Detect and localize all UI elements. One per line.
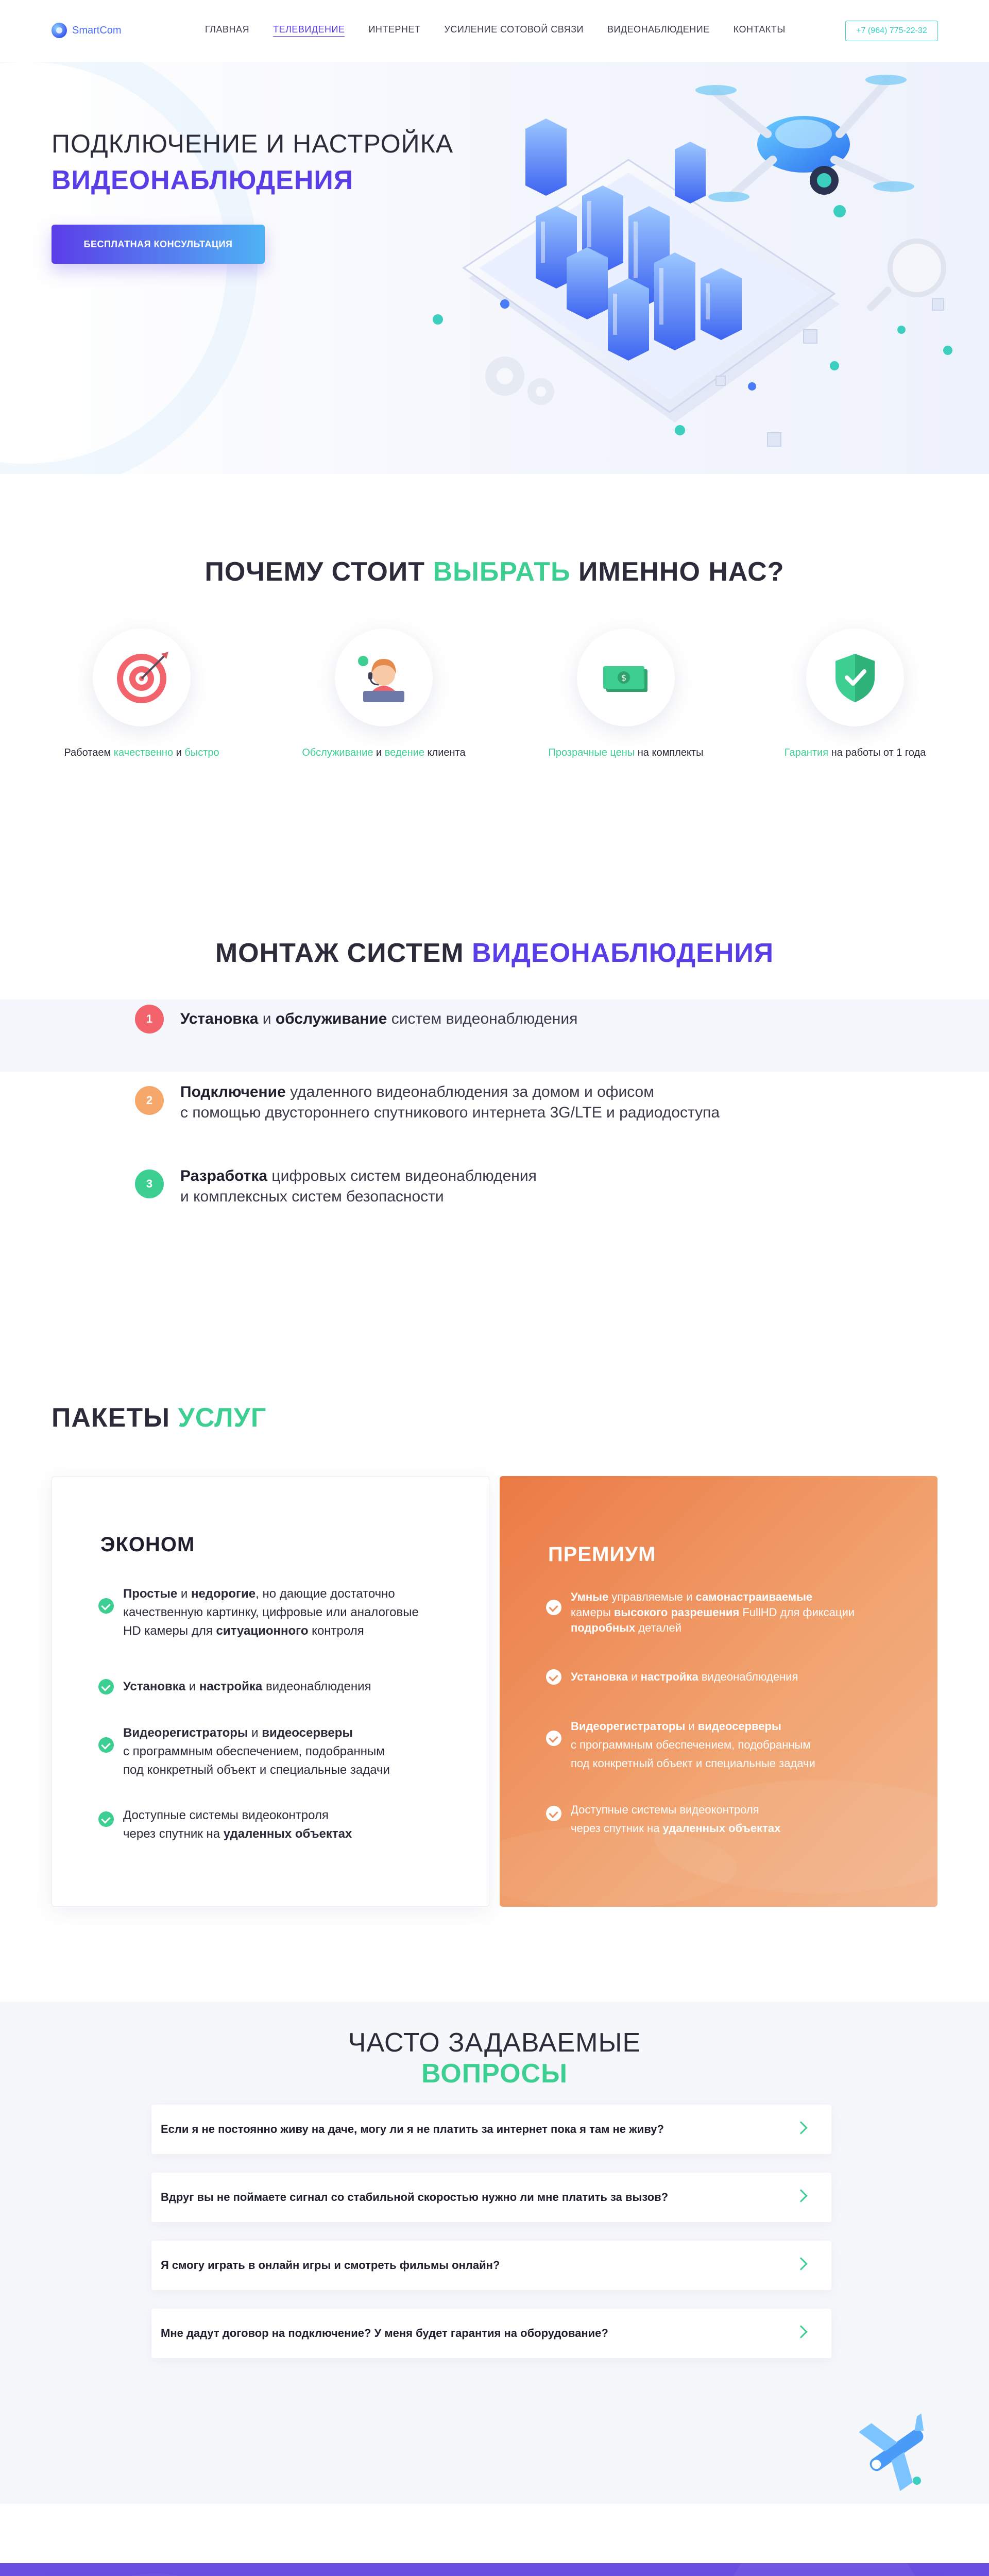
plane-illustration [845,2403,948,2496]
check-icon [98,1598,114,1614]
shield-check-icon [824,647,886,708]
step-text: Установка и обслуживание систем видеонаблюдения [180,1010,578,1027]
phone-button[interactable]: +7 (964) 775-22-32 [845,21,938,41]
hero-title-line2: ВИДЕОНАБЛЮДЕНИЯ [52,165,354,195]
installation-title: МОНТАЖ СИСТЕМ ВИДЕОНАБЛЮДЕНИЯ [215,938,774,968]
hero-title-line1: ПОДКЛЮЧЕНИЕ И НАСТРОЙКА [52,129,454,158]
check-icon [546,1600,561,1615]
why-item-warranty: Гарантия на работы от 1 года [747,629,963,759]
faq-item[interactable] [151,2309,831,2358]
check-icon [546,1731,561,1746]
faq-title-line1: ЧАСТО ЗАДАВАЕМЫЕ [348,2028,641,2058]
faq-question: Вдруг вы не поймаете сигнал со стабильной скоростью нужно ли мне платить за вызов? [161,2191,669,2204]
support-operator-icon [353,647,415,708]
why-item-prices: $ Прозрачные цены на комплекты [518,629,734,759]
check-icon [546,1669,561,1685]
why-item-quality: Работаем качественно и быстро [33,629,250,759]
nav-cellular-boost[interactable]: УСИЛЕНИЕ СОТОВОЙ СВЯЗИ [444,24,584,35]
faq-question: Мне дадут договор на подключение? У меня будет гарантия на оборудование? [161,2327,608,2340]
package-feature: Установка и настройка видеонаблюдения [546,1668,896,1686]
hero-section [0,62,989,474]
package-title: ПРЕМИУМ [548,1543,656,1566]
package-feature: Установка и настройка видеонаблюдения [98,1677,449,1696]
money-icon [595,647,657,708]
logo-text: SmartCom [72,24,122,36]
chevron-right-icon [794,2325,807,2338]
free-consultation-button[interactable]: БЕСПЛАТНАЯ КОНСУЛЬТАЦИЯ [52,225,265,264]
drone-city-illustration [412,62,989,474]
nav-tv[interactable]: ТЕЛЕВИДЕНИЕ [273,24,345,37]
main-nav [205,24,809,37]
chevron-right-icon [794,2257,807,2270]
step-number: 3 [135,1170,164,1198]
check-icon [98,1737,114,1753]
faq-question: Я смогу играть в онлайн игры и смотреть фильмы онлайн? [161,2259,500,2272]
faq-item[interactable] [151,2241,831,2290]
faq-item[interactable] [151,2105,831,2154]
nav-home[interactable]: ГЛАВНАЯ [205,24,250,35]
why-us-title: ПОЧЕМУ СТОИТ ВЫБРАТЬ ИМЕННО НАС? [204,557,785,587]
faq-title-line2: ВОПРОСЫ [421,2059,568,2089]
logo[interactable] [52,23,122,38]
contact-decor [0,2563,989,2576]
faq-section [0,2002,989,2504]
faq-question: Если я не постоянно живу на даче, могу ли я не платить за интернет пока я там не живу? [161,2123,664,2136]
check-icon [98,1679,114,1694]
step-number: 2 [135,1086,164,1115]
why-item-service: Обслуживание и ведение клиента [276,629,492,759]
packages-title: ПАКЕТЫ УСЛУГ [52,1403,267,1433]
nav-video-surveillance[interactable]: ВИДЕОНАБЛЮДЕНИЕ [607,24,710,35]
nav-contacts[interactable]: КОНТАКТЫ [733,24,786,35]
nav-internet[interactable]: ИНТЕРНЕТ [368,24,421,35]
check-icon [546,1806,561,1821]
package-premium-card [500,1476,937,1907]
package-econom-card [52,1476,489,1907]
step-text: Разработка цифровых систем видеонаблюдения и комплексных систем безопасности [180,1167,537,1205]
faq-item[interactable] [151,2173,831,2222]
svg-text:$: $ [621,673,627,683]
step-number: 1 [135,1005,164,1033]
chevron-right-icon [794,2189,807,2202]
package-feature: Простые и недорогие, но дающие достаточно качественную картинку, цифровые или аналоговые HD камеры для ситуационного контроля [98,1585,449,1640]
package-feature: Доступные системы видеоконтроля через спутник на удаленных объектах [98,1806,449,1843]
chevron-right-icon [794,2121,807,2134]
site-header [0,0,989,62]
package-title: ЭКОНОМ [100,1533,195,1556]
package-feature: Умные управляемые и самонастраиваемые камеры высокого разрешения FullHD для фиксации подробных деталей [546,1589,896,1636]
check-icon [98,1811,114,1827]
premium-decor [500,1476,937,1907]
target-icon [111,647,173,708]
hero-decor [0,62,258,474]
package-feature: Видеорегистраторы и видеосерверы с программным обеспечением, подобранным под конкретный объект и специальные задачи [98,1724,449,1780]
package-feature: Видеорегистраторы и видеосерверы с программным обеспечением, подобранным под конкретный объект и специальные задачи [546,1717,896,1773]
logo-icon [52,23,67,38]
contact-bg [0,2563,989,2576]
step-text: Подключение удаленного видеонаблюдения за домом и офисом с помощью двустороннего спутникового интернета 3G/LTE и радиодоступа [180,1083,720,1121]
package-feature: Доступные системы видеоконтроля через спутник на удаленных объектах [546,1801,896,1838]
